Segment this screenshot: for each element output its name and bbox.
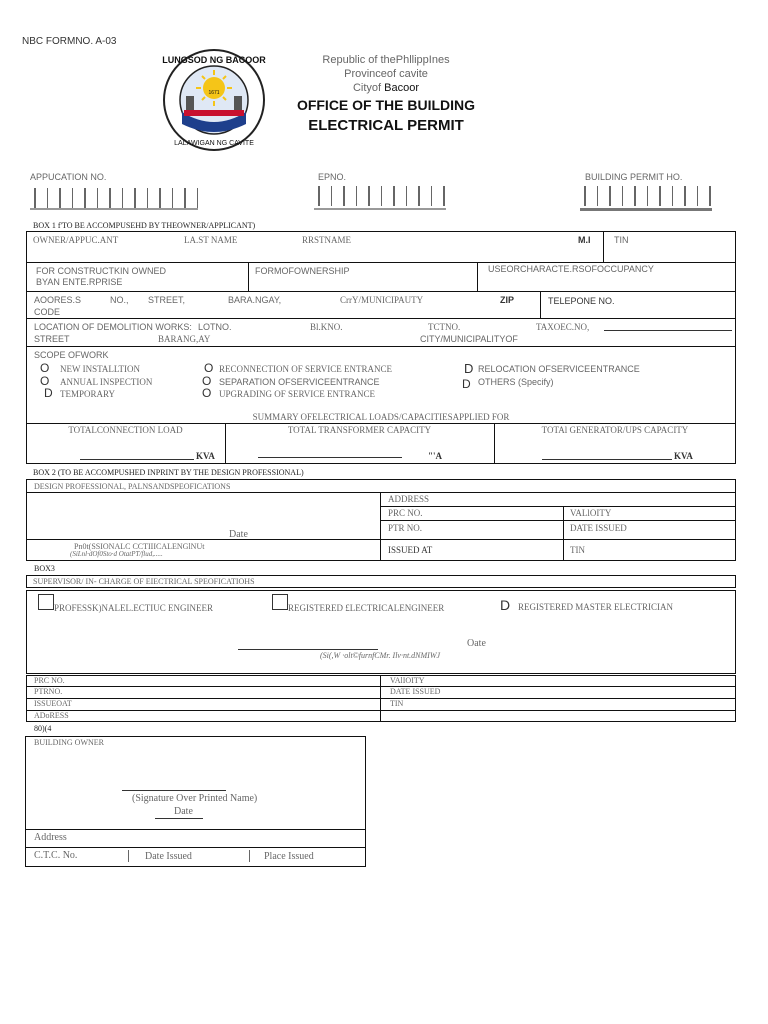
row-divider (26, 492, 736, 493)
owner-date-label: Date (174, 806, 193, 817)
owner-signature-line[interactable] (122, 790, 226, 791)
ctc-divider (249, 850, 250, 862)
row-divider (26, 698, 736, 699)
kva-unit-2: "'A (428, 451, 442, 461)
code-label: CODE (34, 307, 61, 317)
generator-capacity-input[interactable] (542, 459, 672, 460)
box3-heading: BOX3 (34, 564, 55, 573)
application-no-underline (30, 208, 198, 210)
city-prefix: Cityof (352, 82, 382, 94)
box3-date-label: Oate (467, 638, 486, 649)
province-text: Provinceof cavite (344, 68, 428, 80)
office-title: OFFICE OF THE BUILDING (296, 97, 476, 113)
building-owner-label: BUILDING OWNER (34, 738, 104, 747)
tax-dec-line (604, 330, 732, 331)
box2-prc-no-label: PRC NO. (388, 508, 423, 518)
ctc-divider (128, 850, 129, 862)
reconnection-label: RECONNECTION OF SERVICE ENTRANCE (219, 364, 393, 374)
separation-label: SEPARATION OFSERVICEENTRANCE (219, 377, 380, 387)
box3-address-label: ADoRESS (34, 711, 69, 720)
reconnection-checkbox[interactable]: O (204, 361, 214, 375)
separation-checkbox[interactable]: O (202, 374, 212, 388)
owner-address-label: Address (34, 832, 67, 843)
box3-ptr-no-label: PTRNO. (34, 687, 63, 696)
col-divider (477, 262, 478, 291)
row-divider (25, 829, 366, 830)
registered-electrical-engineer-checkbox[interactable] (272, 594, 288, 610)
box2-date-label: Date (229, 529, 248, 540)
first-name-label: RRSTNAME (302, 235, 352, 245)
form-number: NBC FORMNO. A-03 (22, 36, 117, 47)
col-divider (380, 492, 381, 561)
street-label: STREET, (148, 295, 186, 305)
supervisor-label: SUPERVISOR/ IN- CHARGE OF EIECTRICAL SPEOFICATIOHS (33, 577, 255, 586)
master-electrician-option: REGISTERED MASTER ELECTRICIAN (518, 602, 673, 612)
box4-heading: 80)(4 (34, 724, 52, 733)
upgrading-label: UPGRADING OF SERVICE ENTRANCE (219, 389, 376, 399)
ctc-no-label: C.T.C. No. (34, 850, 78, 861)
location-demolition-label: LOCATION OF DEMOLITION WORKS: (34, 322, 192, 332)
row-divider (380, 506, 736, 507)
box2-date-issued-label: DATE ISSUED (570, 523, 627, 533)
city-municipality-label: CrrY/MUNICIPAUTY (340, 295, 424, 305)
upgrading-checkbox[interactable]: O (202, 386, 212, 400)
city-seal-logo (162, 48, 266, 152)
row-divider (26, 710, 736, 711)
tct-no-label: TCTNO. (428, 322, 461, 332)
professional-engineer-option: PROFESSK)NALEL.ECTIUC ENGINEER (54, 603, 213, 613)
connection-load-input[interactable] (80, 459, 194, 460)
republic-text: Republic of thePhllippInes (322, 54, 450, 66)
svg-text:1671: 1671 (208, 90, 220, 96)
row-divider (380, 520, 736, 521)
temporary-label: TEMPORARY (60, 389, 116, 399)
row-divider (25, 847, 366, 848)
row-divider (26, 346, 736, 347)
row-divider (26, 262, 736, 263)
col-divider (603, 231, 604, 262)
svg-text:LUNGSOD NG BACOOR: LUNGSOD NG BACOOR (162, 55, 266, 65)
permit-title: ELECTRICAL PERMIT (308, 117, 464, 134)
mi-label: M.I (578, 235, 591, 245)
new-installation-checkbox[interactable]: O (40, 361, 50, 375)
loc-barangay-label: BARANG,AY (158, 334, 211, 344)
box2-validity-label: VALlOITY (570, 508, 612, 518)
relocation-checkbox[interactable]: D (464, 361, 474, 376)
col-divider (380, 675, 381, 722)
box3-signature-line[interactable] (238, 649, 378, 650)
total-generator-label: TOTAl GENERATOR/UPS CAPACITY (541, 425, 689, 435)
tax-dec-no-label: TAXOEC.NO, (536, 322, 590, 332)
professional-engineer-checkbox[interactable] (38, 594, 54, 610)
scope-of-work-label: SCOPE OFWORK (34, 350, 109, 360)
building-permit-no-underline (580, 208, 712, 211)
transformer-capacity-input[interactable] (258, 457, 402, 458)
application-no-boxes[interactable] (34, 188, 209, 208)
box2-tin-label: TIN (570, 545, 585, 555)
owner-applicant-label: OWNER/APPUC.ANT (33, 235, 119, 245)
barangay-label: BARA.NGAY, (228, 295, 282, 305)
address-no-label: NO., (110, 295, 129, 305)
box1-heading: BOX 1 f'TO BE ACCOMPUSEHD BY THEOWNER/APPLICANT) (33, 221, 256, 230)
registered-electrical-engineer-option: REGISTERED £LECTRICALENGINEER (288, 603, 445, 613)
new-installation-label: NEW INSTALLTION (60, 364, 141, 374)
blk-no-label: Bl.KNO. (310, 322, 343, 332)
loc-street-label: STREET (34, 334, 70, 344)
box2-heading: BOX 2 (TO BE ACCOMPUSHED INPRINT BY THE DESIGN PROFESSIONAL) (33, 468, 304, 477)
row-divider (26, 291, 736, 292)
kva-unit-1: KVA (196, 451, 215, 461)
col-divider (248, 262, 249, 291)
ctc-place-issued-label: Place Issued (264, 851, 314, 862)
ctc-date-issued-label: Date Issued (145, 851, 192, 862)
annual-inspection-checkbox[interactable]: O (40, 374, 50, 388)
for-construction-label: FOR CONSTRUCTKIN OWNED (36, 266, 166, 276)
row-divider (26, 423, 736, 424)
annual-inspection-label: ANNUAL INSPECTION (60, 377, 153, 387)
col-divider (563, 506, 564, 561)
summary-heading: SUMMARY OFELECTRICAL LOADS/CAPACITIESAPPLIED FOR (252, 412, 510, 422)
box2-address-label: ADDRESS (388, 494, 430, 504)
temporary-checkbox[interactable]: D (44, 386, 53, 400)
relocation-label: RELOCATION OFSERVICEENTRANCE (478, 364, 640, 374)
telephone-label: TELEPONE NO. (548, 296, 615, 306)
box3-prc-no-label: PRC NO. (34, 676, 65, 685)
professional-engineer-label: Pn0t(SSIONALC CCTIIICALENGlNUt (74, 542, 205, 551)
row-divider (26, 539, 736, 540)
city-name: Bacoor (384, 82, 420, 94)
box2-signature-caption: (SiLnl·dOf0Sto·d OtatPT/flud,..... (70, 550, 163, 558)
others-checkbox[interactable]: D (462, 377, 471, 391)
enterprise-label: BYAN ENTE.RPRISE (36, 277, 123, 287)
address-label: AOORES.S (34, 295, 82, 305)
box3-date-issued-label: DATE ISSUED (390, 687, 441, 696)
application-no-label: APPUCATION NO. (30, 172, 107, 182)
owner-signature-caption: (Signature Over Printed Name) (132, 793, 258, 804)
box2-issued-at-label: ISSUED AT (388, 545, 433, 555)
ep-no-label: EPNO. (318, 172, 347, 182)
box2-ptr-no-label: PTR NO. (388, 523, 423, 533)
box3-validity-label: VAlIOITY (390, 676, 425, 685)
box3-signature-caption: (Si(,W ·olt©furnfCMr. Ilv·nt.dNMIWJ (320, 651, 441, 660)
kva-unit-3: KVA (674, 451, 693, 461)
lot-no-label: LOTNO. (198, 322, 232, 332)
row-divider (26, 318, 736, 319)
owner-date-line[interactable] (155, 818, 203, 819)
svg-text:LALAWIGAN NG CAVITE: LALAWIGAN NG CAVITE (174, 140, 254, 147)
zip-label: ZIP (500, 295, 515, 305)
loc-city-label: CITY/MUNICIPALITYOF (420, 334, 518, 344)
master-electrician-checkbox[interactable]: D (500, 597, 511, 613)
total-connection-load-label: TOTALCONNECTION LOAD (68, 425, 183, 435)
total-transformer-label: TOTAL TRANSFORMER CAPACITY (287, 425, 432, 435)
use-or-character-label: USEORCHARACTE.RSOFOCCUPANCY (488, 264, 654, 274)
box3-tin-label: TIN (390, 699, 404, 708)
building-permit-no-boxes[interactable] (584, 186, 722, 206)
box3-issued-at-label: ISSUEOAT (34, 699, 72, 708)
design-professional-label: DESIGN PROFESSIONAL, PALNSANDSPEOFICATIONS (34, 482, 231, 491)
row-divider (26, 686, 736, 687)
last-name-label: LA.ST NAME (184, 235, 238, 245)
building-permit-no-label: BUILDING PERMIT HO. (585, 172, 683, 182)
col-divider (540, 291, 541, 318)
form-of-ownership-label: FORMOFOWNERSHIP (255, 266, 350, 276)
ep-no-underline (314, 208, 446, 210)
city-text (300, 82, 472, 94)
ep-no-boxes[interactable] (318, 186, 456, 206)
others-label: OTHERS (Specify) (478, 377, 554, 387)
tin-label: TIN (614, 235, 629, 245)
